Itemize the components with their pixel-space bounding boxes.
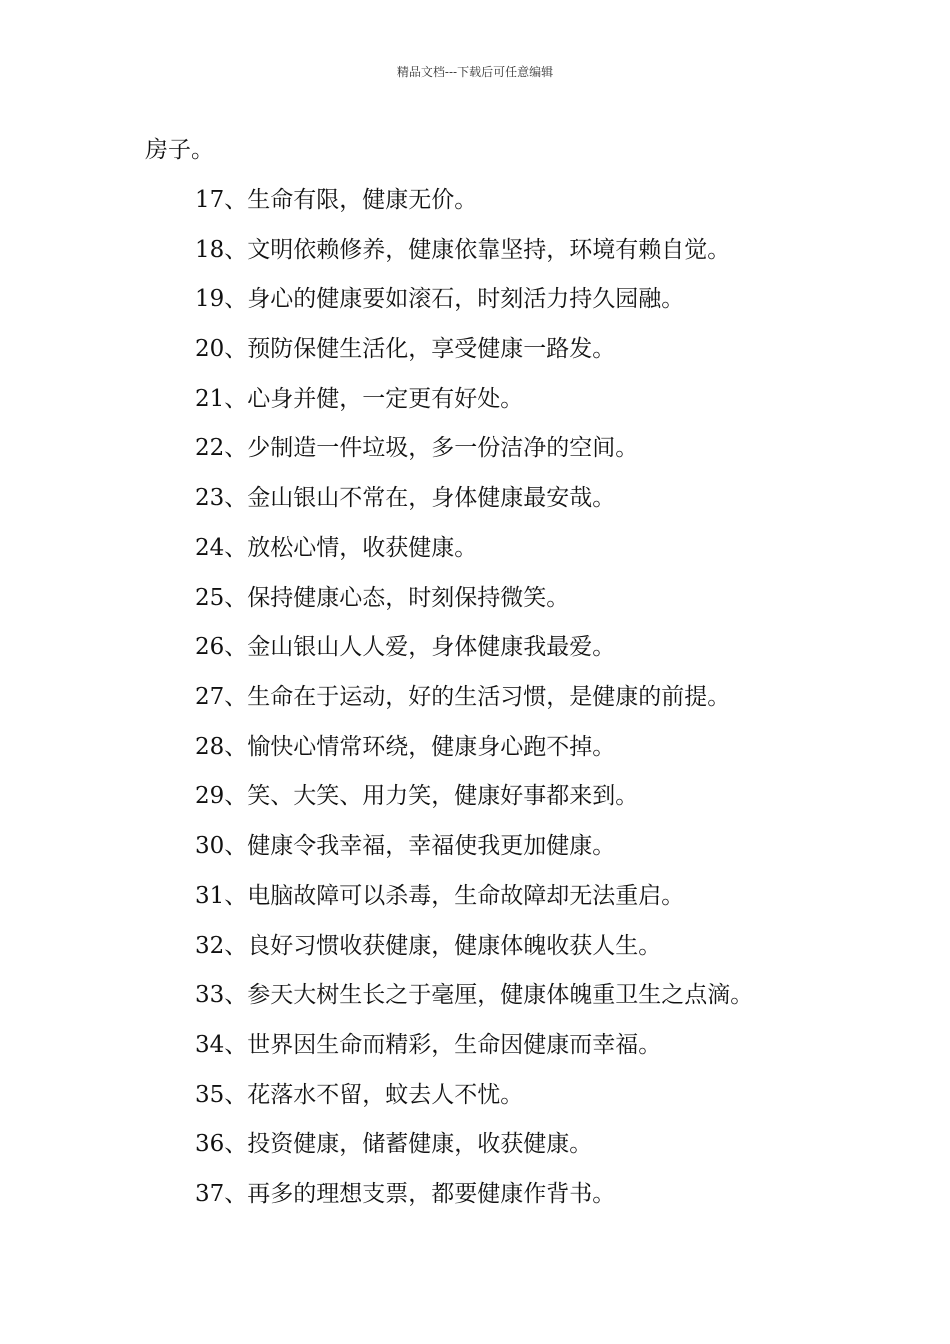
list-item: 28、愉快心情常环绕，健康身心跑不掉。	[195, 734, 616, 760]
list-item: 20、预防保健生活化，享受健康一路发。	[195, 336, 616, 362]
list-item: 21、心身并健，一定更有好处。	[195, 386, 524, 412]
list-item: 19、身心的健康要如滚石，时刻活力持久园融。	[195, 286, 685, 312]
list-item: 25、保持健康心态，时刻保持微笑。	[195, 585, 570, 611]
list-item: 18、文明依赖修养，健康依靠坚持，环境有赖自觉。	[195, 237, 731, 263]
list-item: 34、世界因生命而精彩，生命因健康而幸福。	[195, 1032, 662, 1058]
list-item: 36、投资健康，储蓄健康，收获健康。	[195, 1131, 593, 1157]
list-item: 31、电脑故障可以杀毒，生命故障却无法重启。	[195, 883, 685, 909]
list-item: 27、生命在于运动，好的生活习惯，是健康的前提。	[195, 684, 731, 710]
list-item: 35、花落水不留，蚊去人不忧。	[195, 1082, 524, 1108]
list-item: 37、再多的理想支票，都要健康作背书。	[195, 1181, 616, 1207]
list-item: 22、少制造一件垃圾，多一份洁净的空间。	[195, 435, 639, 461]
list-item: 30、健康令我幸福，幸福使我更加健康。	[195, 833, 616, 859]
list-item: 26、金山银山人人爱，身体健康我最爱。	[195, 634, 616, 660]
page-header: 精品文档---下载后可任意编辑	[396, 65, 554, 79]
continuation-line: 房子。	[145, 137, 214, 163]
list-item: 33、参天大树生长之于毫厘，健康体魄重卫生之点滴。	[195, 982, 754, 1008]
list-item: 29、笑、大笑、用力笑，健康好事都来到。	[195, 783, 639, 809]
list-item: 32、良好习惯收获健康，健康体魄收获人生。	[195, 933, 662, 959]
list-item: 24、放松心情，收获健康。	[195, 535, 478, 561]
list-item: 23、金山银山不常在，身体健康最安哉。	[195, 485, 616, 511]
list-item: 17、生命有限，健康无价。	[195, 187, 478, 213]
